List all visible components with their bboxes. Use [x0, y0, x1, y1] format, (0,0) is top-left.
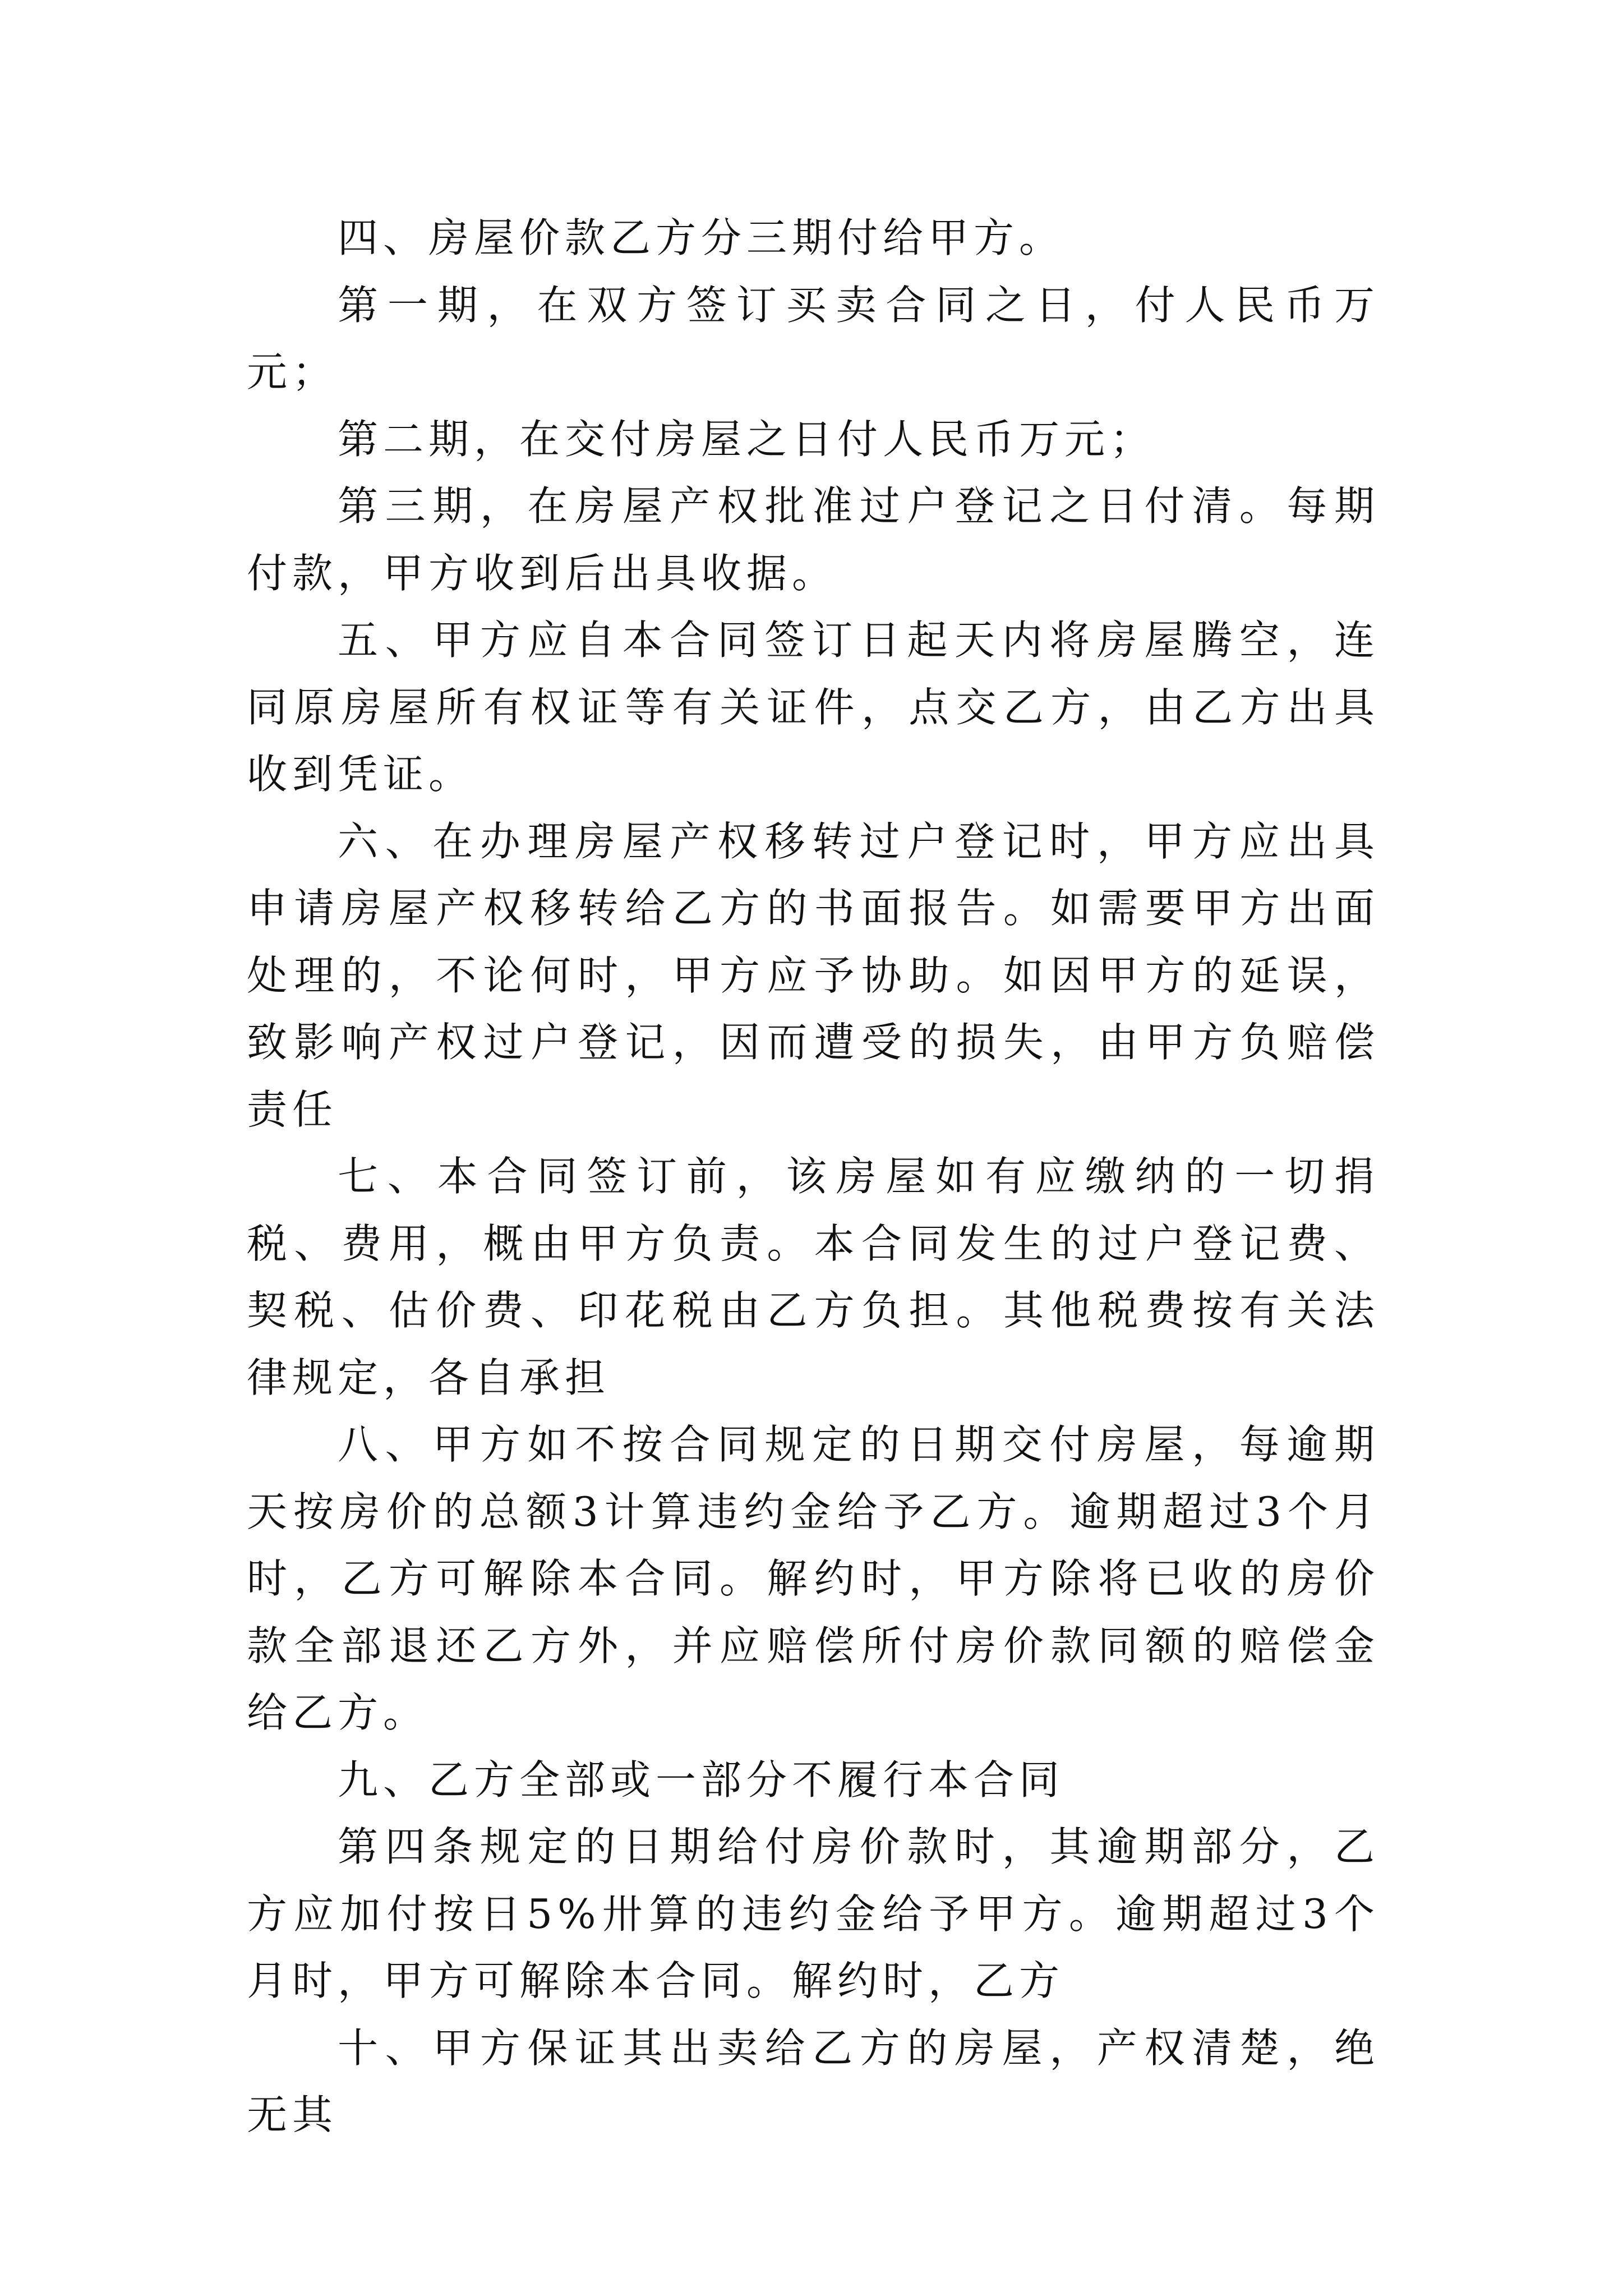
paragraph-clause-10: 十、甲方保证其出卖给乙方的房屋，产权清楚，绝无其: [247, 2024, 1380, 2138]
document-body: [247, 205, 1380, 2149]
paragraph-clause-4: 四、房屋价款乙方分三期付给甲方。: [338, 214, 1065, 261]
paragraph-clause-7: 七、本合同签订前，该房屋如有应缴纳的一切捐税、费用，概由甲方负责。本合同发生的过户登记费、契税、估价费、印花税由乙方负担。其他税费按有关法律规定，各自承担: [247, 1153, 1380, 1401]
paragraph-clause-8: 八、甲方如不按合同规定的日期交付房屋，每逾期天按房价的总额3计算违约金给予乙方。逾期超过3个月时，乙方可解除本合同。解约时，甲方除将已收的房价款全部退还乙方外，并应赔偿所付房价款同额的赔偿金给乙方。: [247, 1421, 1380, 1736]
paragraph-second-payment: 第二期，在交付房屋之日付人民币万元；: [338, 415, 1156, 463]
paragraph-clause-5: 五、甲方应自本合同签订日起天内将房屋腾空，连同原房屋所有权证等有关证件，点交乙方，由乙方出具收到凭证。: [247, 616, 1380, 798]
paragraph-clause-9-continued: 第四条规定的日期给付房价款时，其逾期部分，乙方应加付按日5%卅算的违约金给予甲方。逾期超过3个月时，甲方可解除本合同。解约时，乙方: [247, 1823, 1380, 2004]
paragraph-clause-6: 六、在办理房屋产权移转过户登记时，甲方应出具申请房屋产权移转给乙方的书面报告。如需要甲方出面处理的，不论何时，甲方应予协助。如因甲方的延误，致影响产权过户登记，因而遭受的损失，由甲方负赔偿责任: [247, 817, 1380, 1133]
paragraph-third-payment: 第三期，在房屋产权批准过户登记之日付清。每期付款，甲方收到后出具收据。: [247, 482, 1380, 597]
paragraph-first-payment: 第一期，在双方签订买卖合同之日，付人民币万元；: [247, 281, 1380, 395]
paragraph-clause-9: 九、乙方全部或一部分不履行本合同: [338, 1756, 1065, 1803]
